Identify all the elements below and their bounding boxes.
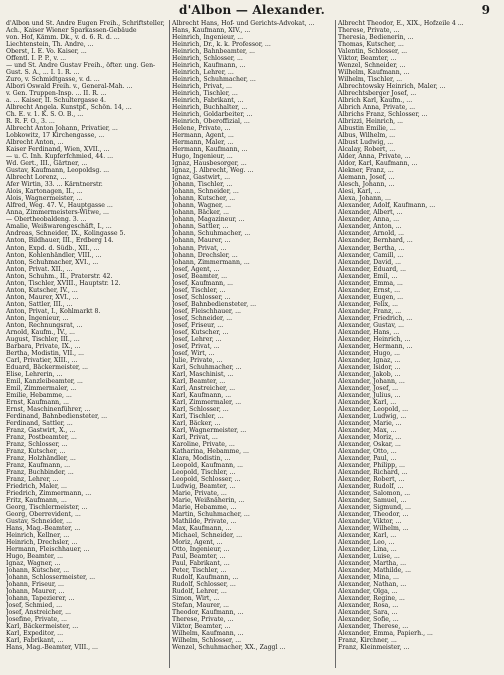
directory-entry: Johann, Kutscher, ... <box>6 567 70 575</box>
directory-entry: Franz, Kutscher, ... <box>6 447 66 455</box>
directory-entry: Valentin, Schlosser, ... <box>338 48 408 56</box>
directory-entry: Eduard, Bäckermeister, ... <box>6 363 89 371</box>
directory-entry: Alexander, Therese, ... <box>338 623 409 631</box>
directory-entry: Johann, Maurer, ... <box>6 588 65 596</box>
directory-entry: Alexander, Leopold, ... <box>338 405 409 413</box>
directory-entry: Heinrich, Bahnbeamter, ... <box>172 48 255 56</box>
directory-entry: Alexander, Hugo, ... <box>338 349 401 357</box>
directory-entry: Oberst, I. E. Vo. Kaiser, ... <box>6 48 87 56</box>
directory-entry: Alexander, Felix, ... <box>338 300 399 308</box>
directory-entry: Anton, Schuhm., II., Praterstr. 42. <box>6 272 113 280</box>
directory-entry: Anton, Ingenieur, ... <box>6 314 69 322</box>
directory-entry: a. ... Kaiser, II. Schultergasse 4. <box>6 97 106 105</box>
directory-entry: Therese, Private, ... <box>172 616 234 624</box>
directory-entry: Alexander, Emma, Papierh., ... <box>338 630 433 638</box>
directory-entry: Alexander, Luise, ... <box>338 553 400 561</box>
directory-entry: Bertha, Modistin, VII., ... <box>6 349 84 357</box>
directory-entry: Anton, Tischler, XVIII., Hauptstr. 12. <box>6 279 121 287</box>
directory-entry: Wilhelm, Kaufmann, ... <box>172 630 244 638</box>
directory-entry: Johann, Wagner, ... <box>172 202 232 210</box>
directory-entry: Franz, Schlosser, ... <box>6 440 68 448</box>
directory-entry: Alexander, Ignaz, ... <box>338 356 401 364</box>
directory-entry: Alexander, Hans, ... <box>338 328 400 336</box>
directory-entry: Alexander, Theodor, ... <box>338 511 409 519</box>
directory-entry: Heinrich, Ingenieur, ... <box>172 34 244 42</box>
directory-entry: Wenzel, Schneider, ... <box>338 62 406 70</box>
directory-entry: Alexander, Friedrich, ... <box>338 314 413 322</box>
directory-entry: Josef, Privat, ... <box>172 342 220 350</box>
directory-entry: Hugo, Ingenieur, ... <box>172 153 233 161</box>
directory-entry: Josef, Bahnbediensteter, ... <box>172 300 257 308</box>
directory-entry: Albori Oswald Freih. v., General-Mah. ... <box>6 83 133 91</box>
directory-entry: Alexander, Camill, ... <box>338 251 404 259</box>
directory-entry: Anton, Bildhauer, III., Erdberg 14. <box>6 237 114 245</box>
directory-entry: Karl, Zimmermaler, ... <box>172 398 242 406</box>
directory-entry: Barbara, Private, IX., ... <box>6 342 81 350</box>
directory-entry: Alexander, Ernst, ... <box>338 286 401 294</box>
directory-entry: Heinrich, Goldarbeiter, ... <box>172 111 253 119</box>
directory-entry: Alexander, Hermann, ... <box>338 342 413 350</box>
directory-entry: Michael, Schneider, ... <box>172 532 243 540</box>
directory-entry: Alexander, Marie, ... <box>338 419 402 427</box>
directory-entry: Heinrich, Oberoffizial, ... <box>172 118 250 126</box>
directory-entry: Lobkowitz, 17 Kirchengasse, ... <box>6 132 105 140</box>
directory-entry: Öffentl. I. P. P., v. ... <box>6 55 67 63</box>
directory-entry: Alexander, Mathilde, ... <box>338 567 412 575</box>
directory-entry: R. R. F. O., 3. ... <box>6 118 55 126</box>
directory-entry: Franz, Gastwirt, X., ... <box>6 426 76 434</box>
directory-entry: Anton, Maurer, XVI., ... <box>6 293 79 301</box>
column-3 <box>338 20 498 668</box>
directory-entry: Max, Kaufmann, ... <box>172 525 232 533</box>
directory-entry: Hermann, Agent, ... <box>172 132 234 140</box>
directory-entry: Theodor, Kaufmann, ... <box>172 609 244 617</box>
directory-entry: Hans, Mag.-Beamter, ... <box>6 525 81 533</box>
directory-entry: Johann, Drechsler, ... <box>172 251 238 259</box>
directory-entry: Albustin Emilie, ... <box>338 125 396 133</box>
directory-entry: Wenzel, Schuhmacher, XX., Zaggl ... <box>172 644 286 652</box>
directory-entry: Albrechtsberger Josef, ... <box>338 90 417 98</box>
directory-entry: Alexander, David, ... <box>338 258 402 266</box>
directory-entry: Ernst, Kaufmann, ... <box>6 398 70 406</box>
directory-entry: Anton, Kutscher, IV., ... <box>6 286 78 294</box>
directory-entry: Franz, Kleinmeister, ... <box>338 644 410 652</box>
directory-entry: Alexander, Mina, ... <box>338 574 399 582</box>
directory-entry: Heinrich, Schuhmacher, ... <box>172 76 256 84</box>
directory-entry: Alois, Kartonagen, II., ... <box>6 188 83 196</box>
directory-entry: Elise, Lehrerin, ... <box>6 370 63 378</box>
directory-entry: Hermann, Kaufmann, ... <box>172 146 248 154</box>
directory-entry: Ach., Kaiser Wiener Sparkassen-Gebäude <box>6 27 137 35</box>
directory-entry: Heinrich, Drechsler, ... <box>6 539 78 547</box>
directory-entry: Josef, Kaufmann, ... <box>172 279 233 287</box>
directory-entry: Albust Ludwig, ... <box>338 139 394 147</box>
directory-entry: Josef, Agent, ... <box>172 265 220 273</box>
directory-entry: Anton, Rechnungsrat, ... <box>6 321 83 329</box>
directory-entry: Ignaz, Gastwirt, ... <box>172 174 231 182</box>
directory-entry: Katharina, Hebamme, ... <box>172 447 249 455</box>
directory-entry: Mathilde, Private, ... <box>172 518 237 526</box>
directory-entry: Karl, Maschinist, ... <box>172 370 234 378</box>
directory-entry: Alexander, Moriz, ... <box>338 433 402 441</box>
directory-entry: Kaiser Ferdinand, Wien, XVII., ... <box>6 146 110 154</box>
directory-entry: Helene, Private, ... <box>172 125 231 133</box>
directory-entry: Marie, Weißnäherin, ... <box>172 497 245 505</box>
directory-entry: Albrechtowsky Heinrich, Maler, ... <box>338 83 446 91</box>
directory-entry: Leopold, Kaufmann, ... <box>172 461 244 469</box>
directory-entry: Heinrich, Fabrikant, ... <box>172 97 244 105</box>
directory-entry: Alexander, Salomon, ... <box>338 490 411 498</box>
directory-entry: Josef, Schlosser, ... <box>172 293 231 301</box>
directory-entry: Leopold, Tischler, ... <box>172 469 236 476</box>
directory-entry: Arnold, Kaufm., IV., ... <box>6 328 75 336</box>
directory-entry: Alexander, Isidor, ... <box>338 363 401 371</box>
directory-entry: Hermann, Maler, ... <box>172 139 234 147</box>
directory-entry: Johann, Tapezierer, ... <box>6 595 75 603</box>
column-divider <box>169 20 170 668</box>
directory-entry: Alekner, Franz, ... <box>338 167 394 175</box>
directory-entry: Ernst, Maschinenführer, ... <box>6 405 91 413</box>
directory-entry: Karl, Schlosser, ... <box>172 405 229 413</box>
directory-entry: Karl, Anstreicher, ... <box>172 384 236 392</box>
page-number: 9 <box>481 3 490 17</box>
directory-entry: Alexander, Martha, ... <box>338 560 407 568</box>
directory-entry: Rudolf, Lehrer, ... <box>172 588 227 596</box>
directory-entry: d'Albon und St. Andre Eugen Freih., Schriftsteller, <box>6 20 165 27</box>
directory-entry: Alexander, Sofie, ... <box>338 616 399 624</box>
directory-entry: Albrecht Angela. Kunstpf., Schön. 14, ... <box>6 104 132 112</box>
directory-entry: Karl, Wagnermeister, ... <box>172 426 247 434</box>
directory-entry: Alexander, Adolf, Kaufmann, ... <box>338 202 436 210</box>
directory-entry: v. Gen. Truppen-Insp. ... II. R. ... <box>6 90 107 98</box>
directory-entry: Emilie, Hebamme, ... <box>6 391 72 399</box>
directory-entry: Karl, Schuhmacher, ... <box>172 363 242 371</box>
directory-entry: Alexander, Viktor, ... <box>338 518 402 526</box>
directory-entry: Alexander, Robert, ... <box>338 476 405 484</box>
directory-entry: Wilhelm, Tischler, ... <box>338 76 403 84</box>
directory-entry: Heinrich, Privat, ... <box>172 83 232 91</box>
directory-entry: Ferdinand, Bahnbediensteter, ... <box>6 412 108 420</box>
directory-entry: Josef, Schneider, ... <box>172 314 233 322</box>
directory-entry: von. Hof, Kämm. Dk., v. d. 6. R. d. ... <box>6 34 120 42</box>
directory-entry: Carl, Privatier, XIII., ... <box>6 356 78 364</box>
directory-entry: Zuro, v. Schmidtgasse, v. d. ... <box>6 76 100 84</box>
directory-entry: Heinrich, Kaufmann, ... <box>172 62 246 70</box>
directory-entry: Friedrich, Maler, ... <box>6 483 67 491</box>
directory-entry: Johann, Friseur, ... <box>6 581 64 589</box>
directory-entry: Hans, Kaufmann, XIV., ... <box>172 27 251 35</box>
directory-entry: Alexander, Nathan, ... <box>338 581 407 589</box>
directory-entry: Marie, Hebamme, ... <box>172 504 237 512</box>
directory-entry: Heinrich, Lehrer, ... <box>172 69 234 77</box>
directory-entry: Viktor, Beamter, ... <box>338 55 397 63</box>
directory-entry: Alder, Anna, Private, ... <box>338 153 411 161</box>
directory-entry: Alesi, Karl, ... <box>338 188 381 196</box>
directory-entry: Friedrich, Zimmermann, ... <box>6 490 92 498</box>
directory-entry: Emil, Kanzleibeamter, ... <box>6 377 83 385</box>
directory-entry: Moriz, Agent, ... <box>172 539 223 547</box>
directory-entry: Wilhelm, Kaufmann, ... <box>338 69 410 77</box>
directory-entry: Wilhelm, Schlosser, ... <box>172 637 242 645</box>
directory-entry: Alexander, Anna, ... <box>338 216 400 224</box>
directory-entry: Albrich Karl, Kaufm., ... <box>338 97 413 105</box>
directory-entry: Heinrich, Schlosser, ... <box>172 55 243 63</box>
directory-entry: Alexander, Jakob, ... <box>338 370 401 378</box>
directory-entry: Hermann, Fleischhauer, ... <box>6 546 90 554</box>
directory-entry: Alexander, Karl, ... <box>338 398 397 406</box>
directory-entry: Karl, Expeditor, ... <box>6 630 64 638</box>
directory-entry: Karl, Privat, ... <box>172 433 218 441</box>
directory-entry: Wd. Gert., III., Gärtner, ... <box>6 160 88 168</box>
directory-entry: Franz, Holzhändler, ... <box>6 454 76 462</box>
directory-entry: Aldor, Karl, Kaufmann, ... <box>338 160 418 168</box>
directory-entry: Alexander, Sara, ... <box>338 609 398 617</box>
directory-entry: Alexander, Rudolf, ... <box>338 483 404 491</box>
directory-entry: Liechtenstein, Th. Andre, ... <box>6 41 94 49</box>
directory-entry: Theresia, Bedienerin, ... <box>338 34 414 42</box>
directory-entry: Anton, Privat, I., Kohlmarkt 8. <box>6 307 101 315</box>
directory-entry: Johann, Maurer, ... <box>172 237 231 245</box>
directory-entry: Alesch, Johann, ... <box>338 181 395 189</box>
directory-columns <box>6 20 498 668</box>
directory-entry: Ignaz, Hausbesorger, ... <box>172 160 247 168</box>
directory-entry: Alexander, Bertha, ... <box>338 244 405 252</box>
directory-entry: Alois, Wagnermeister, ... <box>6 195 83 203</box>
directory-entry: Alexander, Richard, ... <box>338 469 408 476</box>
directory-entry: Alexander, Anton, ... <box>338 223 402 231</box>
directory-entry: Josef, Schmied, ... <box>6 602 63 610</box>
directory-entry: Alexander, Josef, ... <box>338 384 399 392</box>
directory-entry: Josef, Beamter, ... <box>172 272 228 280</box>
directory-entry: Alexander, Otto, ... <box>338 447 397 455</box>
directory-entry: Josef, Kutscher, ... <box>172 328 229 336</box>
directory-entry: Johann, Tischler, ... <box>172 181 233 189</box>
directory-entry: Alexander, Samuel, ... <box>338 497 407 505</box>
column-2 <box>172 20 332 668</box>
directory-entry: Alexander, Lina, ... <box>338 546 397 554</box>
directory-entry: Gustav, Kaufmann, Leopoldsg. ... <box>6 167 110 175</box>
directory-entry: Alexander, Regine, ... <box>338 595 405 603</box>
directory-entry: Heinrich, Tischler, ... <box>172 90 238 98</box>
directory-entry: Johann, Schneider, ... <box>172 188 239 196</box>
directory-entry: Johann, Bäcker, ... <box>172 209 230 217</box>
directory-entry: Alexander, Gustav, ... <box>338 321 404 329</box>
directory-entry: Anton, Expd. d. Südb., XII., ... <box>6 244 100 252</box>
directory-entry: Alexander, Heinrich, ... <box>338 335 411 343</box>
column-1 <box>6 20 166 668</box>
directory-entry: Albus, Wilhelm, ... <box>338 132 396 140</box>
directory-entry: Paul, Fabrikant, ... <box>172 560 230 568</box>
directory-entry: Alexander, Oskar, ... <box>338 440 401 448</box>
running-title: d'Albon — Alexander. <box>179 3 325 17</box>
directory-entry: Alcalay, Robert, ... <box>338 146 396 154</box>
directory-entry: Anton, Sattler, III., ... <box>6 300 73 308</box>
directory-entry: Johann, Schlossermeister, ... <box>6 574 96 582</box>
directory-entry: Albrich Anna, Private, ... <box>338 104 416 112</box>
directory-entry: Alexander, Julius, ... <box>338 391 401 399</box>
directory-entry: Johann, Kutscher, ... <box>172 195 236 203</box>
directory-entry: Ch. E. v. 1. K. S. Ö. B., ... <box>6 111 84 119</box>
directory-entry: Heinrich, Kellner, ... <box>6 532 70 540</box>
directory-entry: Karl, Bäckermeister, ... <box>6 623 79 631</box>
directory-entry: August, Tischler, III., ... <box>6 335 80 343</box>
directory-entry: Franz, Buchbinder, ... <box>6 469 74 476</box>
directory-entry: Franz, Postbeamter, ... <box>6 433 77 441</box>
directory-entry: Alexander, Sigmund, ... <box>338 504 411 512</box>
directory-entry: Josef, Wirt, ... <box>172 349 215 357</box>
directory-entry: Albrizzi, Heinrich, ... <box>338 118 404 126</box>
directory-entry: Johann, Privat, ... <box>172 244 227 252</box>
directory-entry: Albrecht Theodor, E., XIX., Hofzeile 4 ... <box>338 20 464 27</box>
directory-entry: Alexander, Olga, ... <box>338 588 398 596</box>
directory-entry: Karl, Fabrikant, ... <box>6 637 64 645</box>
directory-entry: Ignaz, J. Albrecht, Weg. ... <box>172 167 254 175</box>
directory-entry: Alexander, Eduard, ... <box>338 265 407 273</box>
directory-entry: — u. C. Inh. Kupferfchmied, 44. ... <box>6 153 114 161</box>
directory-entry: Hans, Mag.-Beamter, VIII., ... <box>6 644 98 652</box>
directory-entry: Gustav, Schneider, ... <box>6 518 73 526</box>
directory-entry: Anton, Privat. XII., ... <box>6 265 73 273</box>
directory-entry: Alexander, Eugen, ... <box>338 293 404 301</box>
directory-entry: Anton, Schuhmacher, XVI., ... <box>6 258 99 266</box>
directory-entry: Viktor, Beamter, ... <box>172 623 231 631</box>
directory-entry: Marie, Private, ... <box>172 490 227 498</box>
column-divider <box>335 20 336 668</box>
directory-entry: Albrecht Anton, ... <box>6 139 64 147</box>
directory-entry: Josef, Tischler, ... <box>172 286 226 294</box>
directory-entry: Albrecht Hans, Hof- und Gerichts-Advokat, ... <box>172 20 315 27</box>
directory-entry: Karl, Beamter, ... <box>172 377 226 385</box>
directory-entry: Josef, Anstreicher, ... <box>6 609 71 617</box>
directory-entry: Therese, Private, ... <box>338 27 400 35</box>
directory-entry: Simon, Wirt, ... <box>172 595 220 603</box>
directory-entry: Karoline, Private, ... <box>172 440 235 448</box>
directory-entry: Johann, Magazineur, ... <box>172 216 245 224</box>
directory-entry: Alexander, Leo, ... <box>338 539 395 547</box>
directory-entry: Heinrich, Dr., k. k. Professor, ... <box>172 41 271 49</box>
directory-entry: Josefine, Private, ... <box>6 616 68 624</box>
directory-entry: Alexander, Johann, ... <box>338 377 405 385</box>
directory-entry: Alexander, Emil, ... <box>338 272 398 280</box>
directory-entry: Amalie, Weißwarengeschäft, I., ... <box>6 223 112 231</box>
directory-entry: Ludwig, Beamter, ... <box>172 483 236 491</box>
directory-entry: Alexander, Paul, ... <box>338 454 397 462</box>
directory-entry: Alexander, Max, ... <box>338 426 397 434</box>
directory-entry: Alemann, Josef, ... <box>338 174 395 182</box>
directory-entry: Alexander, Arnold, ... <box>338 230 405 238</box>
directory-entry: Karl, Kaufmann, ... <box>172 391 232 399</box>
directory-entry: Albrecht Anton Johann, Privatier, ... <box>6 125 118 133</box>
directory-entry: Franz, Kaufmann, ... <box>6 461 71 469</box>
directory-entry: Hugo, Beamter, ... <box>6 553 64 561</box>
directory-entry: Anna, Zimmermeisters-Witwe, ... <box>6 209 109 217</box>
directory-entry: Ignaz, Wagner, ... <box>6 560 61 568</box>
directory-entry: — Obertheobaldeng. 3. ... <box>6 216 87 224</box>
directory-entry: Albrichs Franz, Schlosser, ... <box>338 111 428 119</box>
page-header <box>0 0 504 20</box>
directory-entry: Leopold, Schlosser, ... <box>172 476 241 484</box>
directory-entry: Franz, Kirchner, ... <box>338 637 397 645</box>
directory-entry: Stefan, Maurer, ... <box>172 602 230 610</box>
directory-entry: Alexander, Franz, ... <box>338 307 402 315</box>
directory-entry: Josef, Lehrer, ... <box>172 335 222 343</box>
directory-entry: Alexander, Philipp, ... <box>338 461 405 469</box>
directory-entry: Thomas, Kutscher, ... <box>338 41 404 49</box>
directory-entry: Peter, Tischler, ... <box>172 567 227 575</box>
directory-entry: Anton, Kohlenhändler, VIII., ... <box>6 251 102 259</box>
directory-entry: Johann, Schuhmacher, ... <box>172 230 251 238</box>
directory-entry: Gust. S. A., ... I. 1. R. ... <box>6 69 80 77</box>
directory-entry: — und St. Andre Gustav Freih., öfter. ung. Gen- <box>6 62 156 70</box>
directory-entry: Rudolf, Kaufmann, ... <box>172 574 239 582</box>
directory-entry: Emil, Zimmermaler, ... <box>6 384 77 392</box>
directory-entry: Karl, Tischler, ... <box>172 412 224 420</box>
directory-entry: Martin, Schuhmacher, ... <box>172 511 250 519</box>
directory-entry: Alexander, Karl, ... <box>338 532 397 540</box>
directory-entry: Alexander, Ludwig, ... <box>338 412 407 420</box>
directory-entry: Klara, Modistin, ... <box>172 454 231 462</box>
directory-entry: Julie, Private, ... <box>172 356 223 364</box>
directory-entry: Ferdinand, Sattler, ... <box>6 419 73 427</box>
directory-entry: Johann, Sattler, ... <box>172 223 229 231</box>
directory-entry: Otto, Ingenieur, ... <box>172 546 230 554</box>
directory-entry: Alexander, Wilhelm, ... <box>338 525 409 533</box>
directory-entry: Albrecht Lorenz, ... <box>6 174 67 182</box>
directory-entry: Josef, Fleischhauer, ... <box>172 307 242 315</box>
directory-entry: Afer Wirtin, 33. ... Kärntnerstr. <box>6 181 103 189</box>
directory-entry: Andreas, Schneider, IX., Kolingasse 5. <box>6 230 126 238</box>
directory-entry: Alexander, Bernhard, ... <box>338 237 413 245</box>
directory-entry: Alexander, Emma, ... <box>338 279 403 287</box>
directory-entry: Alexander, Rosa, ... <box>338 602 399 610</box>
directory-entry: Josef, Friseur, ... <box>172 321 224 329</box>
directory-entry: Rudolf, Schlosser, ... <box>172 581 236 589</box>
directory-entry: Fritz, Kaufmann, ... <box>6 497 67 505</box>
directory-entry: Alfred, Weg. 47. V., Hauptgasse ... <box>6 202 113 210</box>
directory-entry: Alexa, Johann, ... <box>338 195 391 203</box>
directory-entry: Heinrich, Buchhalter, ... <box>172 104 248 112</box>
directory-entry: Paul, Beamter, ... <box>172 553 226 561</box>
directory-entry: Georg, Tischlermeister, ... <box>6 504 88 512</box>
directory-entry: Johann, Zimmermann, ... <box>172 258 250 266</box>
directory-entry: Karl, Bäcker, ... <box>172 419 221 427</box>
directory-entry: Alexander, Albert, ... <box>338 209 403 217</box>
directory-entry: Georg, Oberrevident, ... <box>6 511 81 519</box>
directory-entry: Franz, Lehrer, ... <box>6 476 59 484</box>
